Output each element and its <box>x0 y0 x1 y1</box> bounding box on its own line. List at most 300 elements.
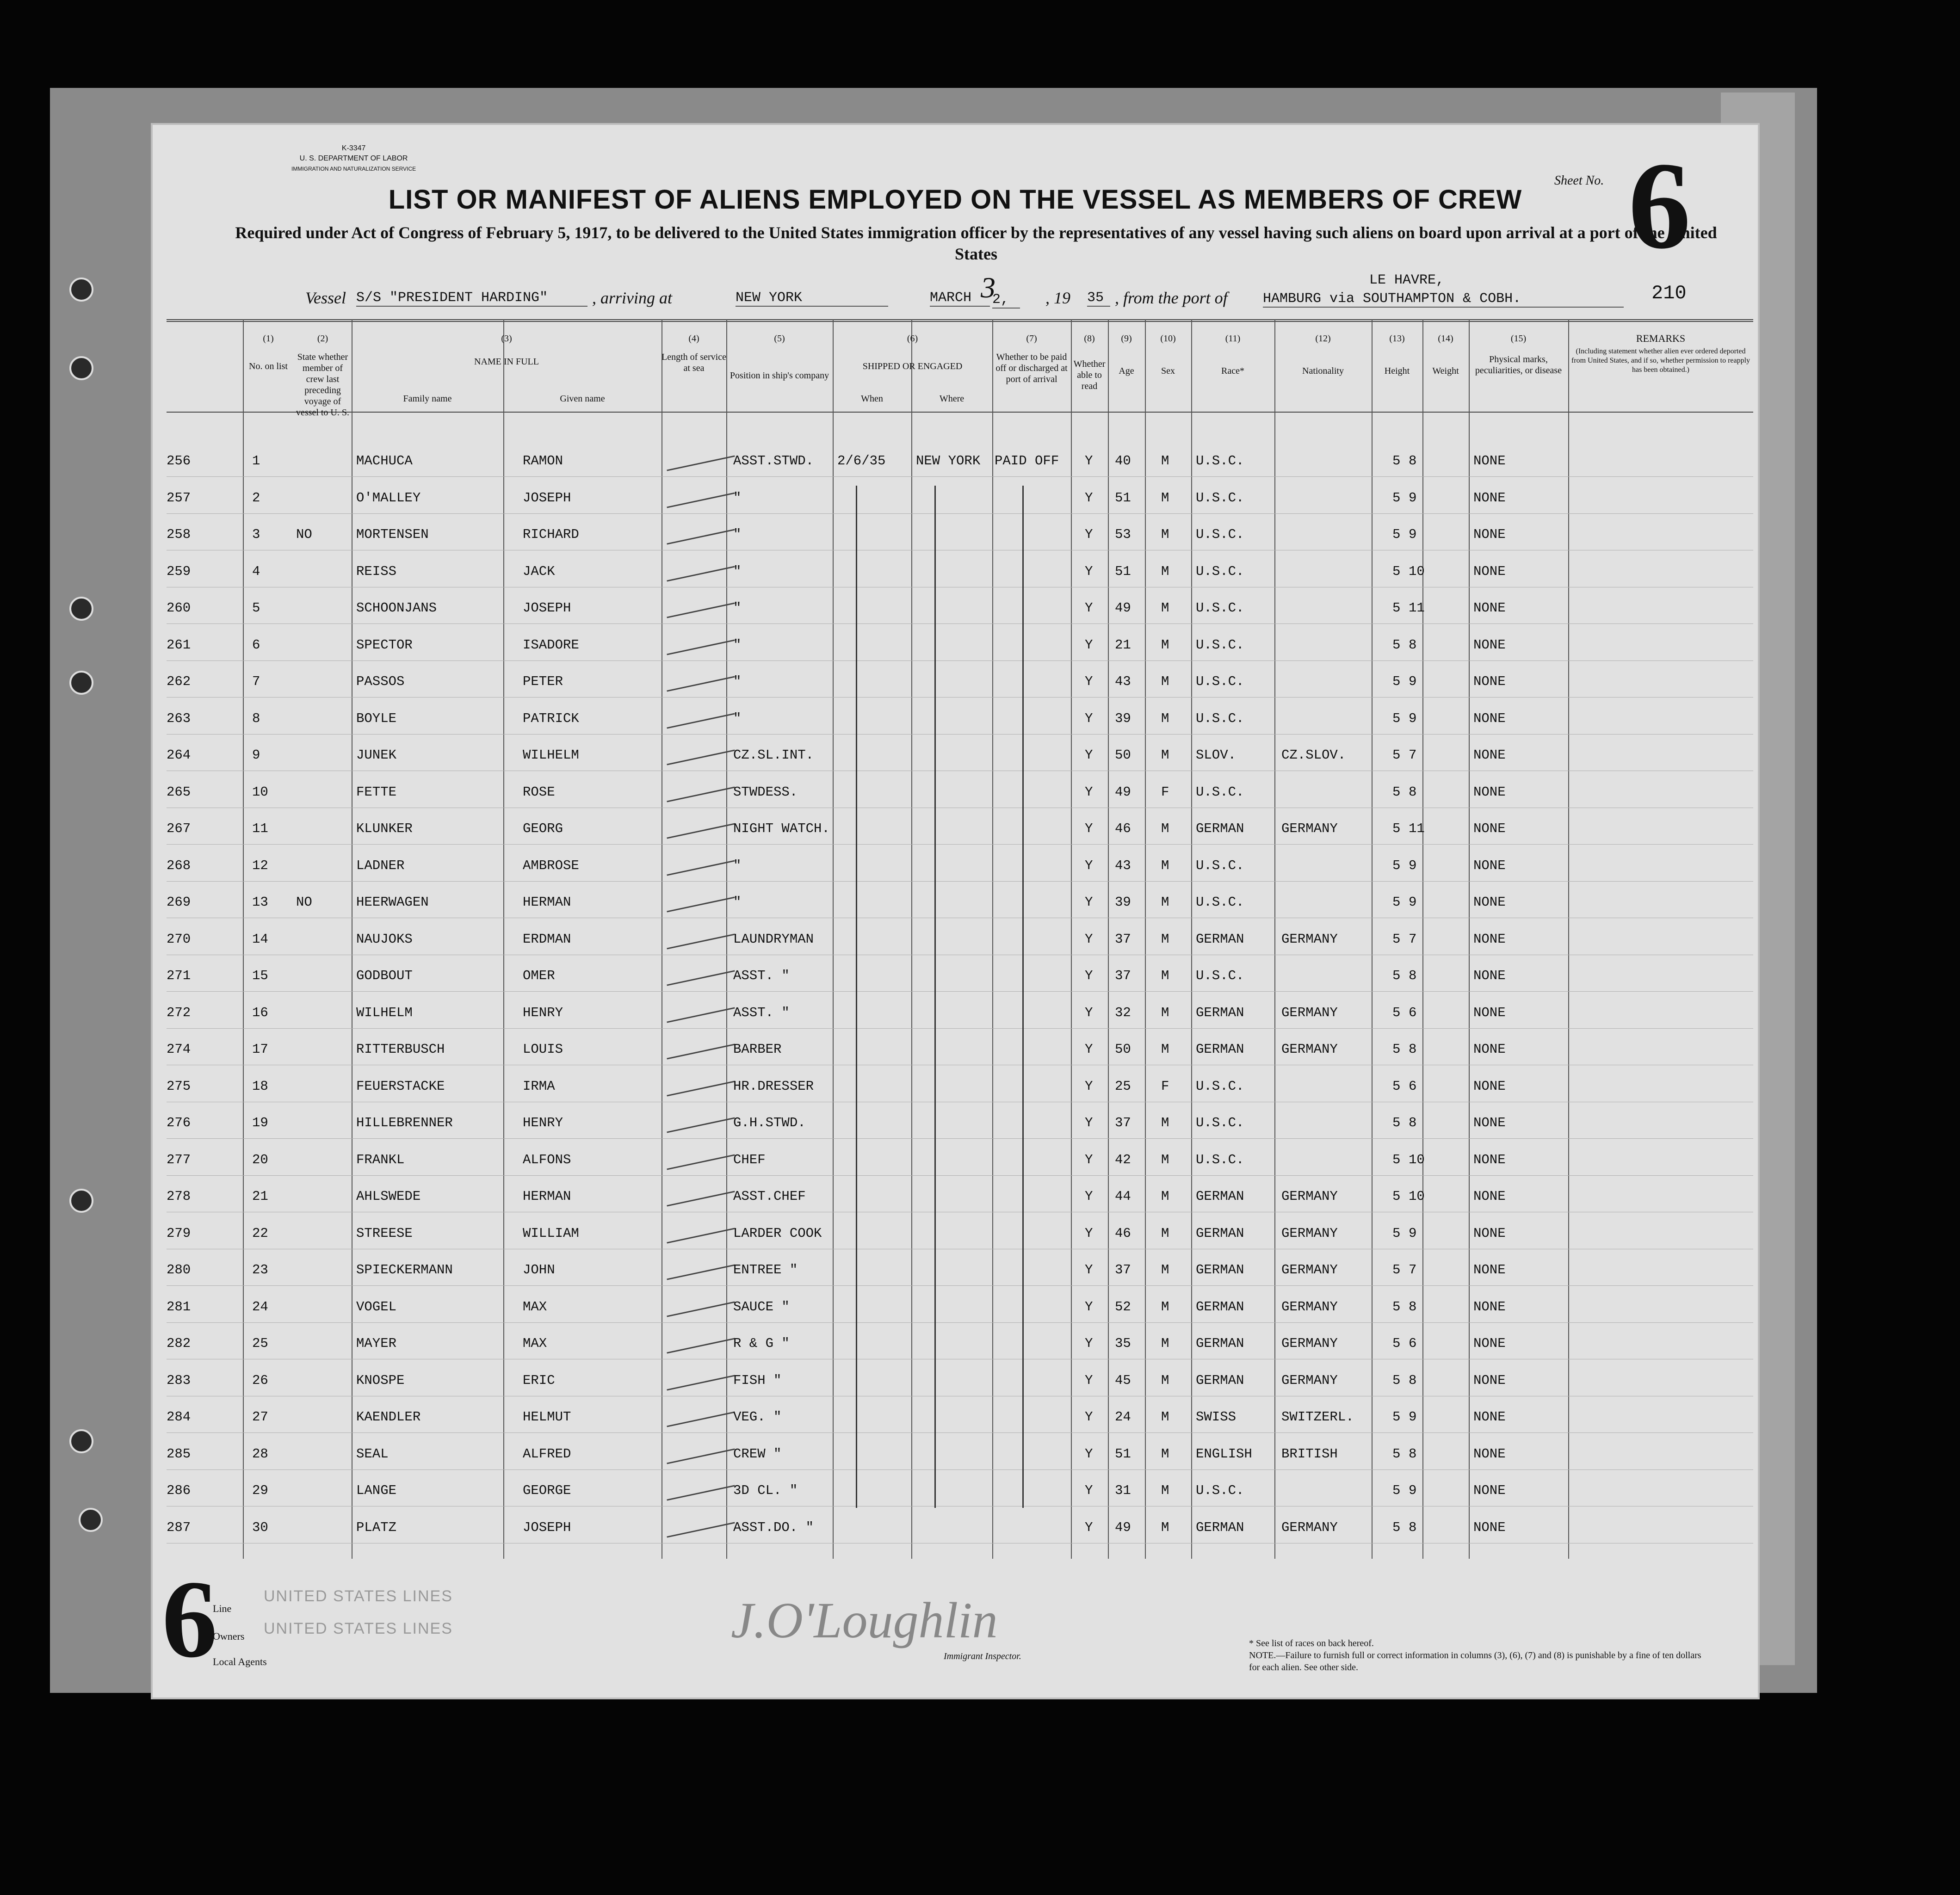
cell-sex: M <box>1161 1005 1169 1020</box>
cell-physical-marks: NONE <box>1473 1483 1506 1498</box>
cell-nationality: GERMANY <box>1281 1519 1338 1535</box>
cell-physical-marks: NONE <box>1473 1409 1506 1425</box>
cell-height-inches: 9 <box>1409 1483 1417 1498</box>
cell-able-to-read: Y <box>1085 968 1093 983</box>
col-num: (6) <box>907 333 918 344</box>
cell-list-number: 6 <box>252 637 260 653</box>
cell-physical-marks: NONE <box>1473 710 1506 726</box>
cell-able-to-read: Y <box>1085 1262 1093 1278</box>
cell-list-number: 17 <box>252 1042 268 1057</box>
cell-height-inches: 8 <box>1409 453 1417 469</box>
cell-race: U.S.C. <box>1196 674 1244 689</box>
cell-family-name: FEUERSTACKE <box>356 1078 445 1094</box>
cell-sex: M <box>1161 1299 1169 1315</box>
cell-age: 42 <box>1115 1152 1131 1167</box>
col-num: (13) <box>1389 333 1405 344</box>
col-header-remarks: REMARKS <box>1636 333 1686 344</box>
line-label: Line <box>213 1603 232 1614</box>
cell-race: GERMAN <box>1196 1336 1244 1351</box>
cell-ref-number: 270 <box>167 931 191 947</box>
cell-position: " <box>733 527 742 542</box>
cell-able-to-read: Y <box>1085 1372 1093 1388</box>
cell-given-name: RICHARD <box>523 527 579 542</box>
cell-given-name: HERMAN <box>523 895 571 910</box>
table-rule <box>167 321 1753 322</box>
cell-height-feet: 5 <box>1392 1152 1401 1167</box>
cell-prev-voyage: NO <box>296 527 312 542</box>
ditto-line <box>934 486 936 1508</box>
cell-family-name: SPIECKERMANN <box>356 1262 453 1278</box>
cell-ref-number: 285 <box>167 1446 191 1462</box>
cell-physical-marks: NONE <box>1473 1336 1506 1351</box>
col-header-service: Length of service at sea <box>662 352 726 373</box>
row-rule <box>167 623 1753 624</box>
check-mark <box>667 1338 735 1353</box>
cell-able-to-read: Y <box>1085 1189 1093 1204</box>
owners-stamp: UNITED STATES LINES <box>264 1620 453 1637</box>
col-num: (4) <box>688 333 699 344</box>
cell-height-inches: 9 <box>1409 674 1417 689</box>
owners-label: Owners <box>213 1630 245 1642</box>
cell-race: U.S.C. <box>1196 1078 1244 1094</box>
cell-ref-number: 268 <box>167 858 191 873</box>
cell-able-to-read: Y <box>1085 1446 1093 1462</box>
col-rule <box>833 319 834 1559</box>
cell-able-to-read: Y <box>1085 1152 1093 1167</box>
cell-given-name: LOUIS <box>523 1042 563 1057</box>
ditto-line <box>856 486 857 1508</box>
inspector-signature: J.O'Loughlin <box>731 1592 998 1648</box>
cell-given-name: HENRY <box>523 1115 563 1130</box>
cell-position: FISH " <box>733 1372 782 1388</box>
cell-position: " <box>733 895 742 910</box>
cell-nationality: GERMANY <box>1281 821 1338 836</box>
cell-sex: M <box>1161 1483 1169 1498</box>
check-mark <box>667 1264 735 1280</box>
cell-position: CREW " <box>733 1446 782 1462</box>
year-prefix: , 19 <box>1045 289 1070 307</box>
cell-height-feet: 5 <box>1392 1409 1401 1425</box>
cell-ref-number: 261 <box>167 637 191 653</box>
cell-height-feet: 5 <box>1392 1262 1401 1278</box>
col-header-age: Age <box>1119 366 1134 376</box>
cell-age: 51 <box>1115 1446 1131 1462</box>
from-label: , from the port of <box>1115 289 1228 307</box>
arrival-month: MARCH <box>930 290 990 307</box>
footer-notes <box>1249 1637 1702 1673</box>
service-name: IMMIGRATION AND NATURALIZATION SERVICE <box>291 166 416 172</box>
col-num: (2) <box>317 333 328 344</box>
cell-nationality: GERMANY <box>1281 931 1338 947</box>
cell-sex: M <box>1161 1262 1169 1278</box>
cell-family-name: PLATZ <box>356 1519 397 1535</box>
cell-able-to-read: Y <box>1085 600 1093 616</box>
footer-sheet-number: 6 <box>162 1557 217 1680</box>
cell-age: 37 <box>1115 1262 1131 1278</box>
cell-list-number: 22 <box>252 1225 268 1241</box>
document-subtitle: Required under Act of Congress of February 5, 1917, to be delivered to the United States immigration officer by the representatives of any vessel having such aliens on board upon arrival at a port of the United States <box>235 223 1717 263</box>
cell-given-name: WILHELM <box>523 747 579 763</box>
col-rule <box>1469 319 1470 1559</box>
cell-nationality: GERMANY <box>1281 1372 1338 1388</box>
cell-sex: M <box>1161 968 1169 983</box>
cell-list-number: 7 <box>252 674 260 689</box>
cell-height-inches: 9 <box>1409 490 1417 506</box>
col-header-weight: Weight <box>1432 366 1459 376</box>
cell-age: 44 <box>1115 1189 1131 1204</box>
cell-sex: M <box>1161 1519 1169 1535</box>
cell-family-name: MAYER <box>356 1336 397 1351</box>
row-rule <box>167 513 1753 514</box>
cell-age: 46 <box>1115 821 1131 836</box>
check-mark <box>667 1411 735 1427</box>
cell-height-inches: 8 <box>1409 1372 1417 1388</box>
cell-position: ASST. " <box>733 968 790 983</box>
cell-given-name: ERIC <box>523 1372 555 1388</box>
col-num: (5) <box>774 333 785 344</box>
table-rule <box>167 412 1753 413</box>
row-rule <box>167 991 1753 992</box>
cell-family-name: FRANKL <box>356 1152 405 1167</box>
cell-age: 52 <box>1115 1299 1131 1315</box>
cell-position: ASST.STWD. <box>733 453 814 469</box>
check-mark <box>667 1007 735 1023</box>
cell-family-name: MACHUCA <box>356 453 413 469</box>
cell-able-to-read: Y <box>1085 1519 1093 1535</box>
row-rule <box>167 1028 1753 1029</box>
row-rule <box>167 1322 1753 1323</box>
cell-family-name: VOGEL <box>356 1299 397 1315</box>
cell-physical-marks: NONE <box>1473 1372 1506 1388</box>
cell-ref-number: 267 <box>167 821 191 836</box>
cell-position: ASST. " <box>733 1005 790 1020</box>
cell-height-feet: 5 <box>1392 453 1401 469</box>
cell-sex: M <box>1161 490 1169 506</box>
page-number: 210 <box>1651 282 1687 304</box>
cell-height-inches: 8 <box>1409 968 1417 983</box>
cell-height-feet: 5 <box>1392 1225 1401 1241</box>
cell-ref-number: 262 <box>167 674 191 689</box>
cell-height-inches: 8 <box>1409 784 1417 800</box>
check-mark <box>667 1191 735 1206</box>
cell-list-number: 16 <box>252 1005 268 1020</box>
cell-ref-number: 279 <box>167 1225 191 1241</box>
col-num: (1) <box>263 333 274 344</box>
cell-list-number: 29 <box>252 1483 268 1498</box>
cell-height-inches: 6 <box>1409 1005 1417 1020</box>
check-mark <box>667 1485 735 1500</box>
cell-nationality: GERMANY <box>1281 1005 1338 1020</box>
cell-age: 39 <box>1115 895 1131 910</box>
cell-position: " <box>733 600 742 616</box>
cell-family-name: SEAL <box>356 1446 389 1462</box>
binder-hole <box>79 1508 103 1532</box>
col-num: (8) <box>1084 333 1095 344</box>
cell-able-to-read: Y <box>1085 747 1093 763</box>
cell-nationality: GERMANY <box>1281 1225 1338 1241</box>
table-rule <box>167 319 1753 320</box>
arrival-year: 35 <box>1087 290 1110 307</box>
cell-height-feet: 5 <box>1392 821 1401 836</box>
cell-sex: M <box>1161 1336 1169 1351</box>
col-rule <box>726 319 727 1559</box>
cell-ref-number: 275 <box>167 1078 191 1094</box>
cell-ref-number: 258 <box>167 527 191 542</box>
cell-ref-number: 260 <box>167 600 191 616</box>
cell-race: U.S.C. <box>1196 784 1244 800</box>
cell-list-number: 18 <box>252 1078 268 1094</box>
cell-nationality: GERMANY <box>1281 1262 1338 1278</box>
col-num: (12) <box>1315 333 1331 344</box>
col-rule <box>503 319 504 1559</box>
cell-ref-number: 284 <box>167 1409 191 1425</box>
cell-height-feet: 5 <box>1392 895 1401 910</box>
cell-sex: M <box>1161 600 1169 616</box>
cell-age: 53 <box>1115 527 1131 542</box>
cell-age: 43 <box>1115 858 1131 873</box>
cell-given-name: IRMA <box>523 1078 555 1094</box>
cell-family-name: WILHELM <box>356 1005 413 1020</box>
cell-position: R & G " <box>733 1336 790 1351</box>
cell-given-name: WILLIAM <box>523 1225 579 1241</box>
check-mark <box>667 492 735 508</box>
check-mark <box>667 1117 735 1133</box>
row-rule <box>167 1138 1753 1139</box>
cell-family-name: JUNEK <box>356 747 397 763</box>
cell-list-number: 30 <box>252 1519 268 1535</box>
cell-height-inches: 9 <box>1409 1409 1417 1425</box>
cell-list-number: 12 <box>252 858 268 873</box>
cell-family-name: O'MALLEY <box>356 490 421 506</box>
cell-list-number: 25 <box>252 1336 268 1351</box>
cell-ref-number: 264 <box>167 747 191 763</box>
cell-height-feet: 5 <box>1392 674 1401 689</box>
cell-position: " <box>733 710 742 726</box>
cell-position: " <box>733 490 742 506</box>
cell-given-name: MAX <box>523 1336 547 1351</box>
cell-ref-number: 274 <box>167 1042 191 1057</box>
cell-prev-voyage: NO <box>296 895 312 910</box>
cell-family-name: KNOSPE <box>356 1372 405 1388</box>
check-mark <box>667 970 735 986</box>
cell-race: U.S.C. <box>1196 895 1244 910</box>
cell-age: 32 <box>1115 1005 1131 1020</box>
cell-able-to-read: Y <box>1085 895 1093 910</box>
cell-age: 25 <box>1115 1078 1131 1094</box>
cell-physical-marks: NONE <box>1473 1225 1506 1241</box>
cell-able-to-read: Y <box>1085 931 1093 947</box>
col-header-race: Race* <box>1221 366 1244 376</box>
cell-race: U.S.C. <box>1196 637 1244 653</box>
cell-race: GERMAN <box>1196 1225 1244 1241</box>
cell-family-name: MORTENSEN <box>356 527 429 542</box>
check-mark <box>667 455 735 471</box>
cell-height-inches: 7 <box>1409 931 1417 947</box>
cell-height-feet: 5 <box>1392 931 1401 947</box>
cell-ref-number: 286 <box>167 1483 191 1498</box>
cell-age: 37 <box>1115 1115 1131 1130</box>
cell-family-name: SCHOONJANS <box>356 600 437 616</box>
cell-nationality: GERMANY <box>1281 1189 1338 1204</box>
cell-ref-number: 257 <box>167 490 191 506</box>
cell-list-number: 3 <box>252 527 260 542</box>
cell-physical-marks: NONE <box>1473 1152 1506 1167</box>
col-header-marks: Physical marks, peculiarities, or disease <box>1475 354 1562 376</box>
sheet-label: Sheet No. <box>1554 173 1604 188</box>
cell-list-number: 2 <box>252 490 260 506</box>
arrival-port: NEW YORK <box>736 290 888 307</box>
cell-race: U.S.C. <box>1196 563 1244 579</box>
from-port-line1: LE HAVRE, <box>1369 272 1445 288</box>
cell-given-name: JOSEPH <box>523 600 571 616</box>
check-mark <box>667 1448 735 1464</box>
cell-given-name: ERDMAN <box>523 931 571 947</box>
cell-height-feet: 5 <box>1392 710 1401 726</box>
check-mark <box>667 786 735 802</box>
cell-position: 3D CL. " <box>733 1483 798 1498</box>
cell-age: 45 <box>1115 1372 1131 1388</box>
cell-family-name: REISS <box>356 563 397 579</box>
cell-able-to-read: Y <box>1085 710 1093 726</box>
cell-height-feet: 5 <box>1392 1078 1401 1094</box>
cell-race: U.S.C. <box>1196 527 1244 542</box>
cell-list-number: 9 <box>252 747 260 763</box>
cell-given-name: PATRICK <box>523 710 579 726</box>
cell-age: 49 <box>1115 1519 1131 1535</box>
check-mark <box>667 676 735 691</box>
cell-family-name: STREESE <box>356 1225 413 1241</box>
binder-hole <box>69 671 93 695</box>
cell-ref-number: 280 <box>167 1262 191 1278</box>
cell-physical-marks: NONE <box>1473 784 1506 800</box>
cell-position: LARDER COOK <box>733 1225 822 1241</box>
note-penalty: NOTE.—Failure to furnish full or correct information in columns (3), (6), (7) and (8) is punishable by a fine of ten dollars for each alien. See other side. <box>1249 1650 1701 1673</box>
cell-able-to-read: Y <box>1085 858 1093 873</box>
cell-height-feet: 5 <box>1392 1519 1401 1535</box>
cell-height-inches: 10 <box>1409 1152 1425 1167</box>
cell-list-number: 21 <box>252 1189 268 1204</box>
cell-sex: M <box>1161 1225 1169 1241</box>
cell-sex: M <box>1161 1115 1169 1130</box>
cell-physical-marks: NONE <box>1473 1299 1506 1315</box>
col-header-when: When <box>861 394 883 404</box>
binder-hole <box>69 1429 93 1453</box>
cell-ref-number: 283 <box>167 1372 191 1388</box>
check-mark <box>667 933 735 949</box>
cell-nationality: BRITISH <box>1281 1446 1338 1462</box>
cell-age: 49 <box>1115 784 1131 800</box>
cell-ref-number: 265 <box>167 784 191 800</box>
cell-height-feet: 5 <box>1392 968 1401 983</box>
cell-position: BARBER <box>733 1042 782 1057</box>
cell-list-number: 19 <box>252 1115 268 1130</box>
cell-ref-number: 282 <box>167 1336 191 1351</box>
cell-age: 21 <box>1115 637 1131 653</box>
check-mark <box>667 1375 735 1390</box>
cell-physical-marks: NONE <box>1473 674 1506 689</box>
col-rule <box>1372 319 1373 1559</box>
cell-age: 43 <box>1115 674 1131 689</box>
cell-ref-number: 256 <box>167 453 191 469</box>
cell-family-name: GODBOUT <box>356 968 413 983</box>
row-rule <box>167 660 1753 661</box>
cell-physical-marks: NONE <box>1473 1042 1506 1057</box>
cell-height-inches: 7 <box>1409 747 1417 763</box>
cell-given-name: JACK <box>523 563 555 579</box>
form-number: K-3347 <box>341 144 366 152</box>
cell-position: LAUNDRYMAN <box>733 931 814 947</box>
vessel-label: Vessel <box>305 289 346 307</box>
col-header-name: NAME IN FULL <box>474 357 539 367</box>
cell-height-feet: 5 <box>1392 637 1401 653</box>
cell-position: ASST.DO. " <box>733 1519 814 1535</box>
crew-table <box>153 319 1758 1702</box>
cell-height-feet: 5 <box>1392 1189 1401 1204</box>
cell-position: " <box>733 563 742 579</box>
cell-race: U.S.C. <box>1196 858 1244 873</box>
cell-physical-marks: NONE <box>1473 968 1506 983</box>
manifest-sheet <box>153 125 1758 1697</box>
cell-list-number: 28 <box>252 1446 268 1462</box>
cell-sex: M <box>1161 1152 1169 1167</box>
cell-sex: M <box>1161 1372 1169 1388</box>
col-header-read: Whether able to read <box>1073 359 1106 391</box>
cell-sex: M <box>1161 1409 1169 1425</box>
col-header-remarks-note: (Including statement whether alien ever ordered deported from United States, and if so, whether permission to reapply has been obtained.) <box>1571 347 1750 374</box>
col-header-nationality: Nationality <box>1302 366 1344 376</box>
check-mark <box>667 1043 735 1059</box>
col-num: (9) <box>1121 333 1132 344</box>
form-header <box>291 143 416 174</box>
row-rule <box>167 844 1753 845</box>
cell-ref-number: 287 <box>167 1519 191 1535</box>
cell-age: 35 <box>1115 1336 1131 1351</box>
cell-physical-marks: NONE <box>1473 1115 1506 1130</box>
cell-position: ENTREE " <box>733 1262 798 1278</box>
col-header-family: Family name <box>403 394 452 404</box>
binder-hole <box>69 1189 93 1213</box>
vessel-name: S/S "PRESIDENT HARDING" <box>356 290 587 307</box>
cell-able-to-read: Y <box>1085 784 1093 800</box>
col-rule <box>1568 319 1569 1559</box>
cell-list-number: 27 <box>252 1409 268 1425</box>
cell-height-feet: 5 <box>1392 1336 1401 1351</box>
cell-list-number: 20 <box>252 1152 268 1167</box>
cell-height-inches: 9 <box>1409 1225 1417 1241</box>
col-num: (15) <box>1510 333 1527 344</box>
from-port-line2: HAMBURG via SOUTHAMPTON & COBH. <box>1263 291 1624 308</box>
cell-race: SWISS <box>1196 1409 1237 1425</box>
cell-height-inches: 11 <box>1409 821 1425 836</box>
cell-list-number: 10 <box>252 784 268 800</box>
cell-sex: M <box>1161 453 1169 469</box>
cell-height-feet: 5 <box>1392 1372 1401 1388</box>
cell-ref-number: 269 <box>167 895 191 910</box>
arriving-label: , arriving at <box>592 289 673 307</box>
col-header-shipped: SHIPPED OR ENGAGED <box>862 361 963 371</box>
cell-height-inches: 11 <box>1409 600 1425 616</box>
cell-shipped-when: 2/6/35 <box>837 453 886 469</box>
note-races: * See list of races on back hereof. <box>1249 1638 1374 1648</box>
cell-position: VEG. " <box>733 1409 782 1425</box>
cell-list-number: 26 <box>252 1372 268 1388</box>
cell-family-name: RITTERBUSCH <box>356 1042 445 1057</box>
col-header-height: Height <box>1384 366 1410 376</box>
ditto-line <box>1022 486 1024 1508</box>
cell-family-name: KLUNKER <box>356 821 413 836</box>
cell-given-name: JOSEPH <box>523 1519 571 1535</box>
cell-height-feet: 5 <box>1392 600 1401 616</box>
